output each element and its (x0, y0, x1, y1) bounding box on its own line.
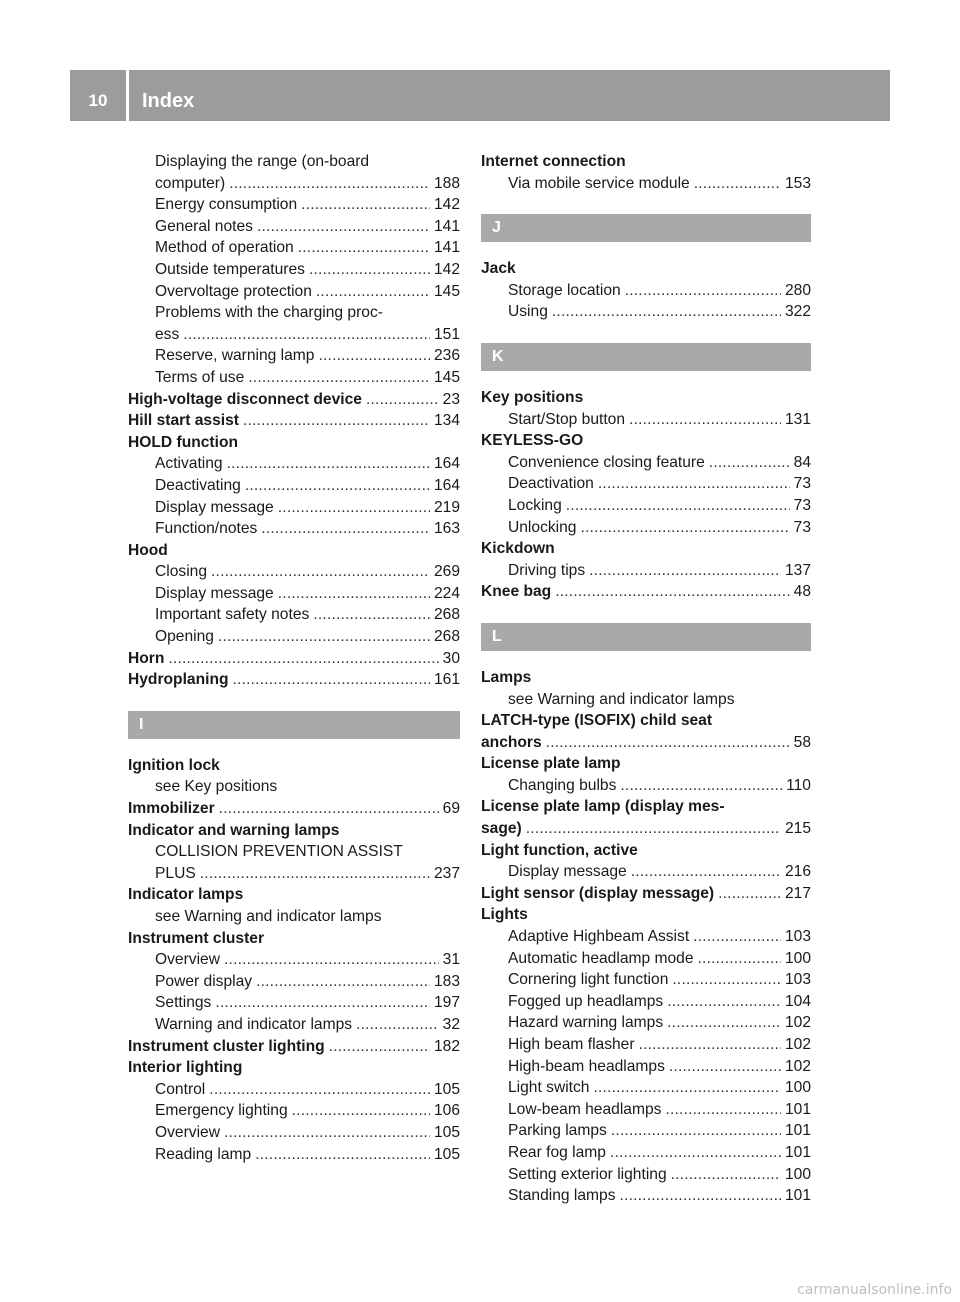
dot-leader (211, 561, 430, 583)
dot-leader (631, 861, 781, 883)
index-subentry (128, 497, 460, 519)
index-subentry (481, 560, 811, 582)
subentry-label: see Warning and indicator lamps (508, 690, 735, 708)
dot-leader (255, 1144, 430, 1166)
index-heading (128, 432, 460, 454)
index-subentry (128, 237, 460, 259)
subentry-label: Automatic headlamp mode (508, 949, 694, 967)
index-subentry (128, 475, 460, 497)
page-reference[interactable]: 145 (433, 368, 460, 386)
entry-label: KEYLESS-GO (481, 432, 584, 450)
subentry-label: Deactivating (155, 476, 241, 494)
dot-leader (256, 971, 430, 993)
dot-leader (218, 626, 430, 648)
index-entry (481, 818, 811, 840)
subentry-label: Deactivation (508, 475, 594, 493)
entry-label: Instrument cluster lighting (128, 1037, 325, 1055)
page-reference[interactable]: 268 (433, 628, 460, 646)
page-reference[interactable]: 183 (433, 972, 460, 990)
page-reference[interactable]: 164 (433, 476, 460, 494)
entry-label: HOLD function (128, 433, 239, 451)
page-reference[interactable]: 217 (784, 884, 811, 902)
dot-leader (620, 1185, 781, 1207)
subentry-label: Opening (155, 628, 214, 646)
dot-leader (526, 818, 781, 840)
entry-label: Light function, active (481, 841, 638, 859)
entry-label: Instrument cluster (128, 929, 265, 947)
subentry-label: Method of operation (155, 239, 294, 257)
page-number: 10 (88, 91, 108, 110)
entry-label: High-voltage disconnect device (128, 390, 362, 408)
entry-label: Ignition lock (128, 756, 220, 774)
index-subentry (481, 969, 811, 991)
page-reference[interactable]: 110 (786, 776, 811, 794)
page-reference[interactable]: 106 (433, 1102, 460, 1120)
page-reference[interactable]: 101 (784, 1143, 811, 1161)
dot-leader (366, 389, 439, 411)
dot-leader (233, 669, 430, 691)
subentry-label: Reserve, warning lamp (155, 347, 315, 365)
page-reference[interactable]: 236 (433, 347, 460, 365)
index-subentry (481, 1012, 811, 1034)
entry-label: Knee bag (481, 583, 552, 601)
dot-leader (693, 926, 781, 948)
index-subentry (481, 1120, 811, 1142)
index-subentry (128, 583, 460, 605)
entry-label: Horn (128, 649, 165, 667)
index-heading (128, 540, 460, 562)
index-subentry (128, 194, 460, 216)
dot-leader (219, 798, 439, 820)
index-subentry (128, 518, 460, 540)
index-entry (128, 798, 460, 820)
dot-leader (227, 453, 430, 475)
entry-label: Light sensor (display message) (481, 884, 715, 902)
subentry-label: Fogged up headlamps (508, 992, 664, 1010)
index-entry (128, 1036, 460, 1058)
dot-leader (209, 1079, 430, 1101)
page-reference[interactable]: 105 (433, 1080, 460, 1098)
dot-leader (546, 732, 790, 754)
index-heading (128, 884, 460, 906)
page-reference[interactable]: 30 (442, 649, 460, 667)
index-subentry (481, 517, 811, 539)
dot-leader (313, 604, 430, 626)
dot-leader (669, 1056, 781, 1078)
page-reference[interactable]: 134 (433, 412, 460, 430)
index-subentry (128, 281, 460, 303)
dot-leader (698, 948, 781, 970)
page-reference[interactable]: 48 (793, 583, 811, 601)
subentry-label: Activating (155, 455, 223, 473)
index-subentry (128, 453, 460, 475)
subentry-label: Locking (508, 496, 562, 514)
dot-leader (309, 259, 430, 281)
page-reference[interactable]: 145 (433, 282, 460, 300)
page-reference[interactable]: 142 (433, 196, 460, 214)
page-reference[interactable]: 151 (433, 325, 460, 343)
subentry-label: Reading lamp (155, 1145, 252, 1163)
dot-leader (593, 1077, 780, 1099)
entry-label: Hill start assist (128, 412, 239, 430)
index-heading (128, 820, 460, 842)
subentry-label: Settings (155, 994, 212, 1012)
dot-leader (667, 991, 781, 1013)
subentry-label: Closing (155, 563, 208, 581)
index-subentry (481, 1099, 811, 1121)
dot-leader (316, 281, 430, 303)
page-reference[interactable]: 84 (793, 453, 811, 471)
page-reference[interactable]: 137 (784, 561, 811, 579)
letter-heading: L (481, 623, 811, 651)
page-reference[interactable]: 102 (784, 1036, 811, 1053)
header-divider (126, 70, 129, 121)
index-subentry (481, 452, 811, 474)
entry-label: Lights (481, 906, 528, 924)
entry-label: Hood (128, 541, 168, 559)
index-subentry (128, 1144, 460, 1166)
index-subentry (481, 775, 811, 797)
page-reference[interactable]: 102 (784, 1014, 811, 1032)
page-reference[interactable]: 322 (784, 303, 811, 321)
entry-label: Jack (481, 260, 516, 278)
index-subentry (481, 409, 811, 431)
dot-leader (552, 301, 781, 323)
page-reference[interactable]: 101 (784, 1100, 811, 1118)
dot-leader (589, 560, 781, 582)
dot-leader (243, 410, 430, 432)
index-subentry (128, 1100, 460, 1122)
dot-leader (718, 883, 781, 905)
index-heading (128, 928, 460, 950)
dot-leader (639, 1034, 781, 1056)
page-reference[interactable]: 69 (442, 800, 460, 818)
index-subentry (481, 495, 811, 517)
index-subentry (128, 259, 460, 281)
index-subentry-text (128, 776, 460, 798)
entry-label: Lamps (481, 668, 532, 686)
index-subentry (481, 301, 811, 323)
index-subentry (481, 1142, 811, 1164)
index-subentry-text (128, 302, 460, 324)
entry-label: LATCH-type (ISOFIX) child seat (481, 712, 713, 730)
index-heading (481, 538, 811, 560)
index-subentry (128, 1014, 460, 1036)
index-subentry (481, 1077, 811, 1099)
page-reference[interactable]: 215 (784, 820, 811, 838)
index-subentry (481, 280, 811, 302)
subentry-label: Display message (508, 863, 627, 881)
subentry-label: Problems with the charging proc- (155, 304, 383, 322)
page-reference[interactable]: 100 (784, 1165, 811, 1183)
index-heading (481, 710, 811, 732)
dot-leader (168, 648, 438, 670)
dot-leader (611, 1120, 781, 1142)
dot-leader (229, 173, 430, 195)
subentry-label: PLUS (155, 864, 196, 882)
dot-leader (620, 775, 782, 797)
entry-label: License plate lamp (481, 755, 621, 773)
page-reference[interactable]: 103 (784, 928, 811, 946)
dot-leader (292, 1100, 430, 1122)
entry-label: Interior lighting (128, 1059, 243, 1077)
index-heading (481, 796, 811, 818)
index-heading (481, 840, 811, 862)
dot-leader (298, 237, 430, 259)
entry-label: Key positions (481, 388, 584, 406)
subentry-label: Display message (155, 498, 274, 516)
page-reference[interactable]: 219 (433, 498, 460, 516)
index-subentry (481, 926, 811, 948)
subentry-label: Overvoltage protection (155, 282, 312, 300)
subentry-label: see Key positions (155, 778, 278, 796)
page-reference[interactable]: 32 (442, 1015, 460, 1033)
subentry-label: Important safety notes (155, 606, 310, 624)
page-reference[interactable]: 197 (433, 994, 460, 1012)
page-reference[interactable]: 100 (784, 949, 811, 967)
page-reference[interactable]: 161 (433, 671, 460, 689)
dot-leader (580, 517, 789, 539)
page-reference[interactable]: 31 (442, 951, 460, 969)
page-reference[interactable]: 163 (433, 520, 460, 538)
entry-label: anchors (481, 733, 542, 751)
page-reference[interactable]: 101 (784, 1122, 811, 1140)
dot-leader (665, 1099, 781, 1121)
entry-label: Indicator and warning lamps (128, 821, 340, 839)
entry-label: sage) (481, 820, 522, 838)
subentry-label: Unlocking (508, 518, 577, 536)
dot-leader (257, 216, 430, 238)
dot-leader (278, 497, 430, 519)
index-heading (481, 753, 811, 775)
subentry-label: Cornering light function (508, 971, 669, 989)
index-heading (481, 904, 811, 926)
index-subentry-text (128, 151, 460, 173)
dot-leader (667, 1012, 781, 1034)
subentry-label: Parking lamps (508, 1122, 607, 1140)
subentry-label: Power display (155, 972, 253, 990)
index-heading (481, 387, 811, 409)
entry-label: License plate lamp (display mes- (481, 798, 725, 816)
subentry-label: COLLISION PREVENTION ASSIST (155, 843, 403, 861)
letter-heading: K (481, 343, 811, 371)
dot-leader (248, 367, 430, 389)
dot-leader (215, 992, 430, 1014)
dot-leader (694, 173, 781, 195)
subentry-label: Function/notes (155, 520, 258, 538)
subentry-label: see Warning and indicator lamps (155, 908, 382, 925)
page-reference[interactable]: 216 (784, 863, 811, 881)
dot-leader (629, 409, 781, 431)
letter-heading: J (481, 214, 811, 242)
dot-leader (672, 969, 781, 991)
subentry-label: Rear fog lamp (508, 1143, 606, 1161)
page-reference[interactable]: 102 (784, 1057, 811, 1075)
index-subentry (128, 949, 460, 971)
index-subentry (128, 216, 460, 238)
subentry-label: High-beam headlamps (508, 1057, 665, 1075)
index-subentry-text (128, 906, 460, 928)
dot-leader (224, 1122, 430, 1144)
index-entry (128, 389, 460, 411)
dot-leader (555, 581, 789, 603)
page-reference[interactable]: 58 (793, 733, 811, 751)
subentry-label: Control (155, 1080, 206, 1098)
subentry-label: Storage location (508, 281, 621, 299)
page-reference[interactable]: 237 (433, 864, 460, 882)
index-subentry (481, 473, 811, 495)
dot-leader (671, 1164, 781, 1186)
index-column-left (128, 151, 460, 1165)
entry-label: Kickdown (481, 540, 555, 558)
entry-label: Hydroplaning (128, 671, 229, 689)
index-heading (481, 258, 811, 280)
index-heading (128, 1057, 460, 1079)
index-entry (481, 732, 811, 754)
index-subentry (128, 992, 460, 1014)
index-subentry (481, 1034, 811, 1056)
subentry-label: Adaptive Highbeam Assist (508, 928, 690, 946)
index-subentry (128, 324, 460, 346)
index-column-right (481, 151, 811, 1207)
page-reference[interactable]: 73 (793, 475, 811, 493)
subentry-label: Setting exterior lighting (508, 1165, 667, 1183)
page-reference[interactable]: 103 (784, 971, 811, 989)
page-reference[interactable]: 280 (784, 281, 811, 299)
index-subentry (481, 948, 811, 970)
index-subentry (128, 367, 460, 389)
dot-leader (183, 324, 430, 346)
dot-leader (278, 583, 430, 605)
page-reference[interactable]: 105 (433, 1145, 460, 1163)
entry-label: Internet connection (481, 153, 626, 170)
subentry-label: Overview (155, 1123, 220, 1141)
subentry-label: Start/Stop button (508, 410, 626, 428)
subentry-label: Driving tips (508, 561, 586, 579)
index-subentry-text (481, 689, 811, 711)
subentry-label: High beam flasher (508, 1036, 635, 1053)
dot-leader (245, 475, 430, 497)
page-reference[interactable]: 73 (793, 518, 811, 536)
dot-leader (709, 452, 790, 474)
index-heading (481, 667, 811, 689)
subentry-label: Hazard warning lamps (508, 1014, 664, 1032)
index-subentry (128, 1079, 460, 1101)
dot-leader (356, 1014, 439, 1036)
index-subentry (128, 626, 460, 648)
index-subentry (128, 345, 460, 367)
dot-leader (318, 345, 429, 367)
index-subentry (128, 971, 460, 993)
page-reference[interactable]: 73 (793, 496, 811, 514)
subentry-label: Using (508, 303, 548, 321)
page-reference[interactable]: 182 (433, 1037, 460, 1055)
letter-heading: I (128, 711, 460, 739)
subentry-label: General notes (155, 217, 253, 235)
subentry-label: Overview (155, 951, 220, 969)
dot-leader (610, 1142, 781, 1164)
page-reference[interactable]: 105 (433, 1123, 460, 1141)
page-reference[interactable]: 101 (784, 1187, 811, 1205)
page-reference[interactable]: 100 (784, 1079, 811, 1097)
index-subentry (481, 173, 811, 195)
index-subentry (481, 991, 811, 1013)
subentry-label: Standing lamps (508, 1187, 616, 1205)
subentry-label: Terms of use (155, 368, 245, 386)
subentry-label: Emergency lighting (155, 1102, 288, 1120)
index-subentry (481, 861, 811, 883)
index-entry (481, 883, 811, 905)
dot-leader (566, 495, 790, 517)
page-reference[interactable]: 268 (433, 606, 460, 624)
index-entry (128, 410, 460, 432)
subentry-label: computer) (155, 174, 226, 192)
subentry-label: Energy consumption (155, 196, 298, 214)
index-subentry (128, 1122, 460, 1144)
subentry-label: Convenience closing feature (508, 453, 705, 471)
index-entry (128, 648, 460, 670)
subentry-label: Warning and indicator lamps (155, 1015, 353, 1033)
index-heading (128, 755, 460, 777)
page-reference[interactable]: 141 (433, 217, 460, 235)
subentry-label: Low-beam headlamps (508, 1100, 662, 1118)
page-reference[interactable]: 23 (442, 390, 460, 408)
subentry-label: Display message (155, 584, 274, 602)
watermark: carmanualsonline.info (797, 1282, 952, 1298)
index-heading (481, 430, 811, 452)
dot-leader (598, 473, 790, 495)
index-subentry (481, 1185, 811, 1207)
index-subentry (128, 173, 460, 195)
index-subentry-text (128, 841, 460, 863)
index-entry (128, 669, 460, 691)
index-subentry (128, 561, 460, 583)
index-heading (481, 151, 811, 173)
subentry-label: Light switch (508, 1079, 590, 1097)
page-reference[interactable]: 164 (433, 455, 460, 473)
page-reference[interactable]: 188 (433, 174, 460, 192)
index-subentry (481, 1056, 811, 1078)
dot-leader (224, 949, 439, 971)
page-reference[interactable]: 141 (433, 239, 460, 257)
index-entry (481, 581, 811, 603)
subentry-label: Displaying the range (on-board (155, 153, 370, 170)
subentry-label: Via mobile service module (508, 174, 690, 192)
entry-label: Indicator lamps (128, 886, 244, 904)
page-reference[interactable]: 269 (433, 563, 460, 581)
dot-leader (301, 194, 430, 216)
subentry-label: Changing bulbs (508, 776, 617, 794)
page-reference[interactable]: 131 (784, 410, 811, 428)
dot-leader (200, 863, 430, 885)
entry-label: Immobilizer (128, 800, 215, 818)
index-subentry (128, 604, 460, 626)
page-reference[interactable]: 104 (784, 992, 811, 1010)
page-header (70, 70, 890, 121)
index-subentry (481, 1164, 811, 1186)
page-reference[interactable]: 153 (784, 174, 811, 192)
section-title: Index (142, 90, 195, 112)
dot-leader (625, 280, 781, 302)
index-subentry (128, 863, 460, 885)
page-reference[interactable]: 224 (433, 584, 460, 602)
subentry-label: Outside temperatures (155, 260, 305, 278)
page-reference[interactable]: 142 (433, 260, 460, 278)
dot-leader (261, 518, 430, 540)
subentry-label: ess (155, 325, 180, 343)
dot-leader (329, 1036, 430, 1058)
